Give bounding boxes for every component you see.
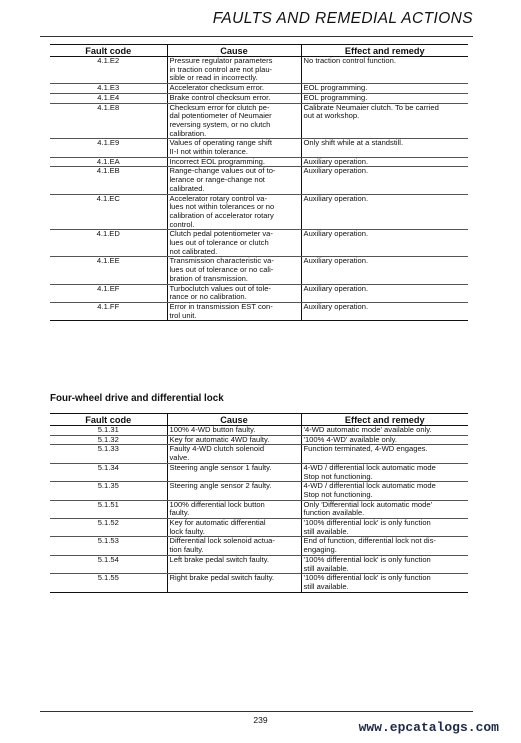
- table-row: [50, 426, 468, 436]
- effect-line: 4-WD / differential lock automatic mode: [303, 481, 436, 491]
- effect-cell: [301, 167, 468, 194]
- cause-line: Accelerator rotary control va-: [169, 194, 267, 203]
- effect-cell: [301, 445, 468, 463]
- cause-line: in traction control are not plau-: [169, 64, 273, 74]
- title-rule: [40, 36, 473, 37]
- effect-cell: [301, 157, 468, 167]
- effect-cell: [301, 84, 468, 94]
- fault-code-cell: 4.1.EA: [50, 157, 167, 167]
- cause-cell: [167, 435, 301, 445]
- effect-line: No traction control function.: [303, 56, 396, 65]
- cause-line: lues out of tolerance or no cali-: [169, 265, 274, 275]
- cause-cell: [167, 103, 301, 139]
- effect-line: Calibrate Neumaier clutch. To be carried: [303, 103, 439, 112]
- effect-line: '4-WD automatic mode' available only.: [303, 425, 432, 434]
- table-row: [50, 519, 468, 537]
- cause-cell: [167, 57, 301, 84]
- cause-line: calibration.: [169, 128, 207, 138]
- fault-code-cell: 4.1.E4: [50, 93, 167, 103]
- table-row: [50, 84, 468, 94]
- cause-line: calibrated.: [169, 183, 205, 193]
- table-row: [50, 230, 468, 257]
- cause-line: Clutch pedal potentiometer va-: [169, 229, 273, 239]
- cause-cell: [167, 230, 301, 257]
- cause-line: Pressure regulator parameters: [169, 56, 273, 65]
- table-row: [50, 537, 468, 555]
- cause-line: Key for automatic 4WD faulty.: [169, 435, 270, 444]
- page-title: FAULTS AND REMEDIAL ACTIONS: [212, 10, 473, 27]
- table-row: [50, 445, 468, 463]
- fault-code-cell: 4.1.EC: [50, 194, 167, 230]
- cause-cell: [167, 284, 301, 302]
- column-header-cause: Cause: [167, 414, 301, 426]
- cause-line: Steering angle sensor 2 faulty.: [169, 481, 272, 491]
- effect-line: Auxiliary operation.: [303, 302, 369, 311]
- cause-line: trol unit.: [169, 310, 197, 320]
- cause-line: Left brake pedal switch faulty.: [169, 555, 269, 564]
- effect-cell: [301, 230, 468, 257]
- footer-rule: [40, 711, 473, 712]
- cause-cell: [167, 574, 301, 592]
- cause-line: 100% 4-WD button faulty.: [169, 425, 256, 434]
- cause-line: valve.: [169, 453, 190, 463]
- table-row: [50, 463, 468, 481]
- column-header-fault-code: Fault code: [50, 45, 167, 57]
- table-row: [50, 103, 468, 139]
- cause-line: tion faulty.: [169, 545, 204, 555]
- effect-cell: [301, 574, 468, 592]
- table-row: [50, 157, 468, 167]
- fault-code-cell: 5.1.35: [50, 482, 167, 500]
- cause-cell: [167, 537, 301, 555]
- section-heading: Four-wheel drive and differential lock: [50, 393, 224, 404]
- effect-line: Only 'Differential lock automatic mode': [303, 500, 433, 509]
- fault-code-cell: 5.1.52: [50, 519, 167, 537]
- cause-line: rance or no calibration.: [169, 292, 247, 302]
- table-row: [50, 435, 468, 445]
- effect-line: '100% differential lock' is only function: [303, 573, 431, 583]
- cause-line: bration of transmission.: [169, 273, 249, 283]
- cause-line: dal potentiometer of Neumaier: [169, 111, 272, 121]
- fault-code-cell: 4.1.EF: [50, 284, 167, 302]
- cause-line: II-I not within tolerance.: [169, 147, 249, 157]
- effect-line: Function terminated, 4-WD engages.: [303, 444, 428, 454]
- effect-line: out at workshop.: [303, 111, 360, 121]
- fault-code-cell: 5.1.31: [50, 426, 167, 436]
- effect-cell: [301, 93, 468, 103]
- fault-code-cell: 4.1.EE: [50, 257, 167, 284]
- column-header-fault-code: Fault code: [50, 414, 167, 426]
- cause-line: reversing system, or no clutch: [169, 119, 271, 129]
- cause-line: Turboclutch values out of tole-: [169, 284, 271, 293]
- table-row: [50, 555, 468, 573]
- cause-line: lerance or range-change not: [169, 175, 265, 185]
- effect-cell: [301, 537, 468, 555]
- cause-cell: [167, 519, 301, 537]
- table-row: [50, 139, 468, 157]
- cause-line: Error in transmission EST con-: [169, 302, 273, 311]
- column-header-cause: Cause: [167, 45, 301, 57]
- effect-line: Only shift while at a standstill.: [303, 138, 404, 148]
- page-number: 239: [253, 715, 268, 725]
- effect-line: Auxiliary operation.: [303, 166, 369, 176]
- cause-line: Values of operating range shift: [169, 138, 272, 148]
- cause-line: Steering angle sensor 1 faulty.: [169, 463, 272, 472]
- cause-line: Transmission characteristic va-: [169, 256, 274, 266]
- cause-cell: [167, 302, 301, 320]
- cause-line: control.: [169, 219, 195, 229]
- fault-code-cell: 4.1.FF: [50, 302, 167, 320]
- fault-code-cell: 4.1.EB: [50, 167, 167, 194]
- cause-cell: [167, 157, 301, 167]
- cause-line: Faulty 4-WD clutch solenoid: [169, 444, 265, 454]
- cause-cell: [167, 445, 301, 463]
- fault-code-cell: 5.1.53: [50, 537, 167, 555]
- effect-line: Auxiliary operation.: [303, 194, 369, 203]
- table-body: [50, 426, 468, 593]
- effect-cell: [301, 139, 468, 157]
- cause-line: lock faulty.: [169, 526, 205, 536]
- effect-line: '100% differential lock' is only function: [303, 518, 431, 528]
- fault-code-cell: 4.1.E2: [50, 57, 167, 84]
- effect-cell: [301, 194, 468, 230]
- column-header-effect: Effect and remedy: [301, 414, 468, 426]
- table-header-row: [50, 414, 468, 426]
- cause-line: faulty.: [169, 508, 190, 518]
- effect-line: still available.: [303, 526, 349, 536]
- effect-line: function available.: [303, 508, 365, 518]
- cause-line: Key for automatic differential: [169, 518, 266, 528]
- cause-line: not calibrated.: [169, 246, 218, 256]
- table-row: [50, 93, 468, 103]
- cause-line: lues not within tolerances or no: [169, 202, 275, 212]
- effect-line: Auxiliary operation.: [303, 284, 369, 293]
- fault-code-cell: 4.1.ED: [50, 230, 167, 257]
- table-header-row: [50, 45, 468, 57]
- table-row: [50, 482, 468, 500]
- cause-cell: [167, 257, 301, 284]
- fault-code-cell: 4.1.E8: [50, 103, 167, 139]
- effect-cell: [301, 435, 468, 445]
- cause-cell: [167, 194, 301, 230]
- fault-code-cell: 5.1.33: [50, 445, 167, 463]
- effect-line: 4-WD / differential lock automatic mode: [303, 463, 436, 472]
- effect-line: Auxiliary operation.: [303, 256, 369, 266]
- cause-cell: [167, 555, 301, 573]
- cause-cell: [167, 426, 301, 436]
- effect-cell: [301, 482, 468, 500]
- table-row: [50, 194, 468, 230]
- cause-line: sible or read in incorrectly.: [169, 73, 258, 83]
- fault-table-transmission: [50, 44, 468, 321]
- fault-code-cell: 5.1.32: [50, 435, 167, 445]
- effect-cell: [301, 57, 468, 84]
- fault-code-cell: 5.1.54: [50, 555, 167, 573]
- cause-line: Incorrect EOL programming.: [169, 157, 266, 166]
- table-row: [50, 574, 468, 592]
- table-row: [50, 257, 468, 284]
- table-row: [50, 57, 468, 84]
- table-body: [50, 57, 468, 321]
- effect-line: EOL programming.: [303, 93, 368, 102]
- cause-line: 100% differential lock button: [169, 500, 265, 509]
- table-row: [50, 500, 468, 518]
- watermark-url: www.epcatalogs.com: [358, 720, 499, 735]
- effect-line: Auxiliary operation.: [303, 157, 369, 166]
- cause-line: Differential lock solenoid actua-: [169, 536, 275, 546]
- cause-cell: [167, 84, 301, 94]
- table-row: [50, 167, 468, 194]
- effect-cell: [301, 426, 468, 436]
- cause-cell: [167, 500, 301, 518]
- cause-line: calibration of accelerator rotary: [169, 210, 274, 220]
- table-row: [50, 284, 468, 302]
- effect-line: engaging.: [303, 545, 337, 555]
- cause-line: lues out of tolerance or clutch: [169, 238, 269, 248]
- effect-line: Stop not functioning.: [303, 489, 373, 499]
- effect-cell: [301, 463, 468, 481]
- cause-line: Checksum error for clutch pe-: [169, 103, 270, 112]
- fault-code-cell: 5.1.34: [50, 463, 167, 481]
- cause-line: Range-change values out of to-: [169, 166, 276, 176]
- effect-cell: [301, 519, 468, 537]
- cause-line: Accelerator checksum error.: [169, 83, 265, 93]
- fault-code-cell: 5.1.51: [50, 500, 167, 518]
- effect-line: still available.: [303, 563, 349, 573]
- cause-cell: [167, 139, 301, 157]
- effect-line: '100% 4-WD' available only.: [303, 435, 398, 444]
- effect-line: End of function, differential lock not dis-: [303, 536, 436, 546]
- effect-cell: [301, 103, 468, 139]
- effect-line: '100% differential lock' is only function: [303, 555, 431, 564]
- table-row: [50, 302, 468, 320]
- effect-cell: [301, 284, 468, 302]
- effect-cell: [301, 500, 468, 518]
- effect-line: EOL programming.: [303, 83, 368, 93]
- cause-cell: [167, 167, 301, 194]
- effect-cell: [301, 302, 468, 320]
- effect-cell: [301, 555, 468, 573]
- cause-cell: [167, 93, 301, 103]
- effect-cell: [301, 257, 468, 284]
- effect-line: still available.: [303, 581, 349, 591]
- fault-table-four-wheel-drive: [50, 413, 468, 593]
- effect-line: Stop not functioning.: [303, 471, 373, 481]
- fault-code-cell: 5.1.55: [50, 574, 167, 592]
- cause-cell: [167, 482, 301, 500]
- fault-code-cell: 4.1.E3: [50, 84, 167, 94]
- column-header-effect: Effect and remedy: [301, 45, 468, 57]
- cause-line: Right brake pedal switch faulty.: [169, 573, 275, 583]
- effect-line: Auxiliary operation.: [303, 229, 369, 239]
- fault-code-cell: 4.1.E9: [50, 139, 167, 157]
- cause-line: Brake control checksum error.: [169, 93, 271, 102]
- cause-cell: [167, 463, 301, 481]
